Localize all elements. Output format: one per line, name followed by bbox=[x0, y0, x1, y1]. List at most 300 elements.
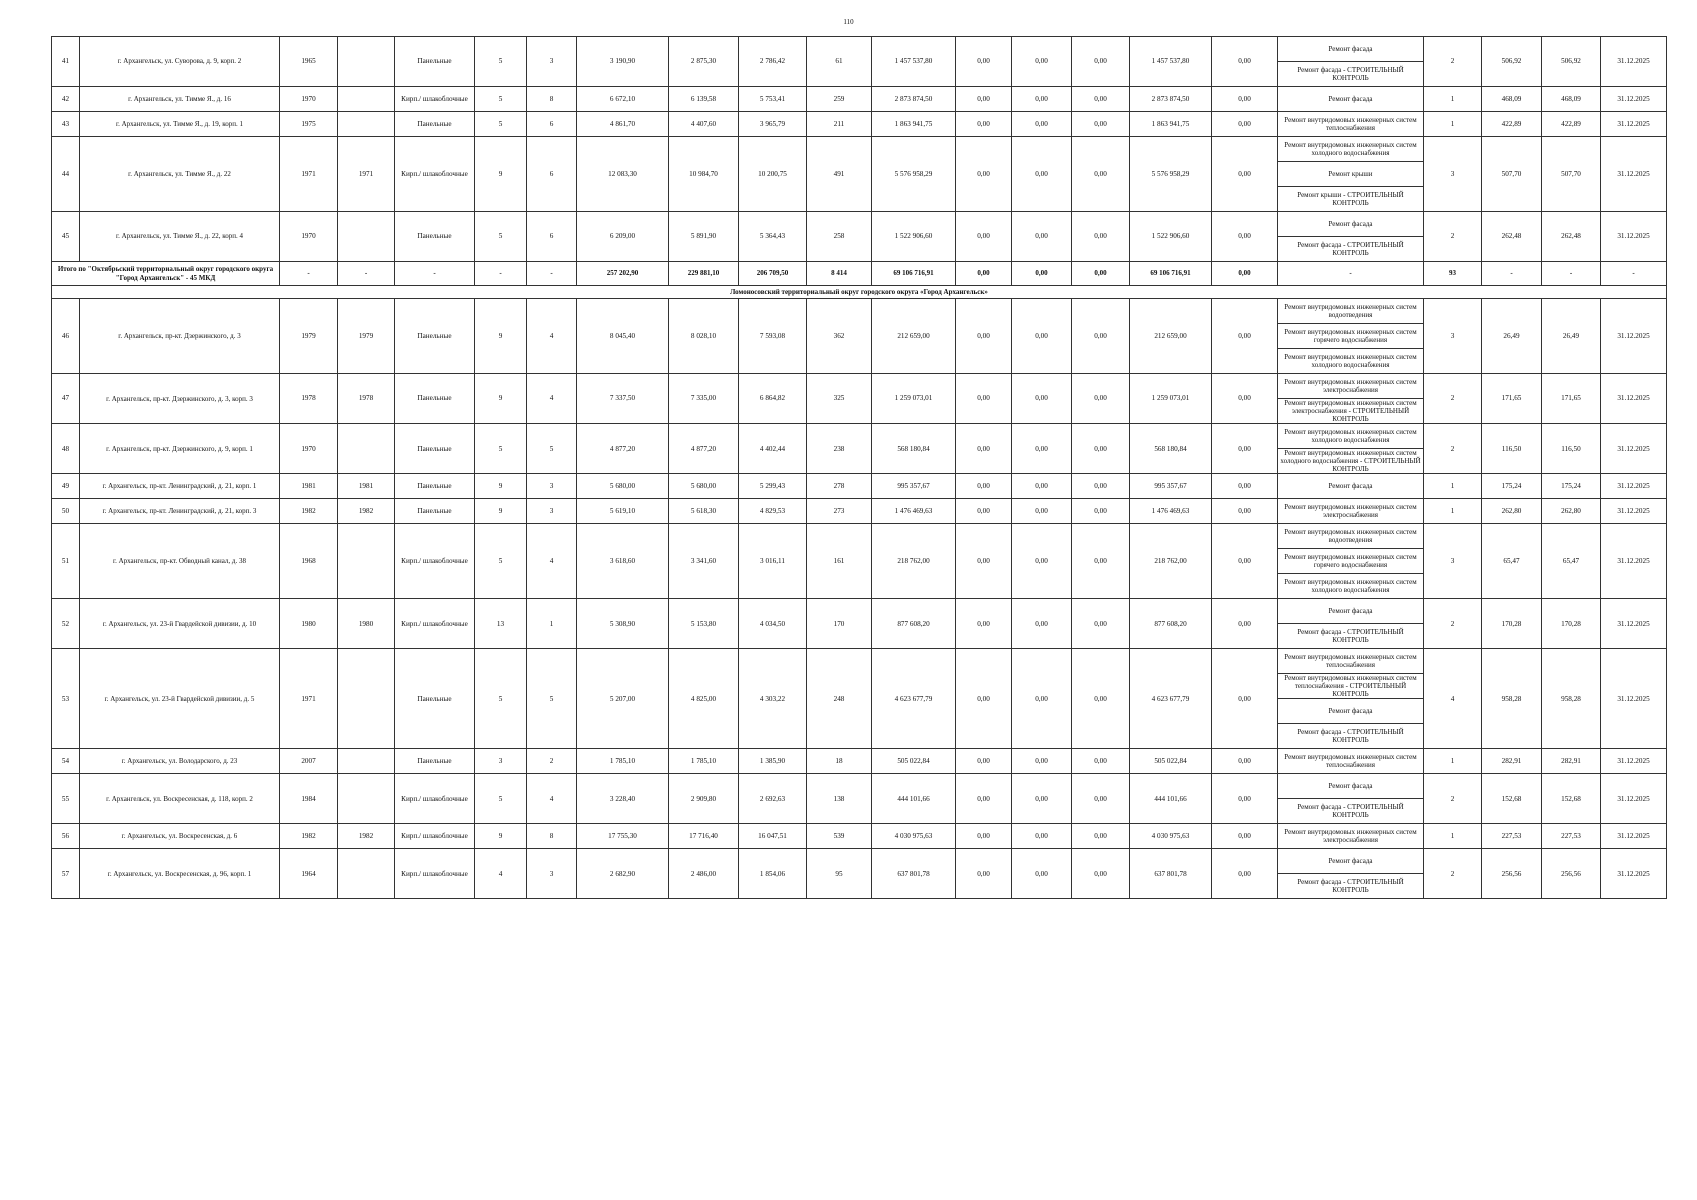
total-area-cell: 3 228,40 bbox=[577, 774, 669, 824]
residential-area-cell: 4 303,22 bbox=[739, 649, 807, 749]
entrances-cell: 3 bbox=[527, 499, 577, 524]
total-cost-cell: 568 180,84 bbox=[872, 424, 956, 474]
year-renovation-cell: 1980 bbox=[338, 599, 395, 649]
address-cell: г. Архангельск, ул. Тимме Я., д. 22 bbox=[80, 137, 280, 212]
regional-budget-cell: 0,00 bbox=[1012, 374, 1072, 424]
work-type-cell: Ремонт крыши bbox=[1278, 162, 1424, 187]
works-count-cell: 1 bbox=[1424, 112, 1482, 137]
year-built-cell: 2007 bbox=[280, 749, 338, 774]
table-row bbox=[52, 599, 1667, 624]
total-value-cell: - bbox=[527, 262, 577, 286]
work-type-cell: Ремонт фасада - СТРОИТЕЛЬНЫЙ КОНТРОЛЬ bbox=[1278, 624, 1424, 649]
work-type-cell: Ремонт крыши - СТРОИТЕЛЬНЫЙ КОНТРОЛЬ bbox=[1278, 187, 1424, 212]
max-unit-cost-cell: 171,65 bbox=[1542, 374, 1601, 424]
fund-cell: 0,00 bbox=[956, 599, 1012, 649]
address-cell: г. Архангельск, пр-кт. Обводный канал, д. 38 bbox=[80, 524, 280, 599]
residential-area-cell: 5 364,43 bbox=[739, 212, 807, 262]
fund-cell: 0,00 bbox=[956, 524, 1012, 599]
unit-cost-cell: 152,68 bbox=[1482, 774, 1542, 824]
total-row bbox=[52, 262, 1667, 286]
deadline-cell: 31.12.2025 bbox=[1601, 37, 1667, 87]
max-unit-cost-cell: 175,24 bbox=[1542, 474, 1601, 499]
fund-cell: 0,00 bbox=[956, 749, 1012, 774]
table-row bbox=[52, 112, 1667, 137]
other-funds-cell: 0,00 bbox=[1212, 137, 1278, 212]
owners-funds-cell: 4 030 975,63 bbox=[1130, 824, 1212, 849]
wall-material-cell: Кирп./ шлакоблочные bbox=[395, 824, 475, 849]
work-type-cell: Ремонт внутридомовых инженерных систем теплоснабжения bbox=[1278, 649, 1424, 674]
year-renovation-cell bbox=[338, 749, 395, 774]
other-funds-cell: 0,00 bbox=[1212, 524, 1278, 599]
owners-funds-cell: 2 873 874,50 bbox=[1130, 87, 1212, 112]
row-number-cell: 53 bbox=[52, 649, 80, 749]
unit-cost-cell: 262,48 bbox=[1482, 212, 1542, 262]
total-value-cell: - bbox=[280, 262, 338, 286]
table-row bbox=[52, 212, 1667, 237]
year-built-cell: 1979 bbox=[280, 299, 338, 374]
wall-material-cell: Панельные bbox=[395, 299, 475, 374]
floors-cell: 5 bbox=[475, 87, 527, 112]
wall-material-cell: Кирп./ шлакоблочные bbox=[395, 137, 475, 212]
entrances-cell: 4 bbox=[527, 774, 577, 824]
other-funds-cell: 0,00 bbox=[1212, 649, 1278, 749]
row-number-cell: 51 bbox=[52, 524, 80, 599]
local-budget-cell: 0,00 bbox=[1072, 824, 1130, 849]
district-title: Ломоносовский территориальный округ городского округа «Город Архангельск» bbox=[52, 286, 1667, 299]
owners-funds-cell: 637 801,78 bbox=[1130, 849, 1212, 899]
residential-area-cell: 6 864,82 bbox=[739, 374, 807, 424]
owners-funds-cell: 4 623 677,79 bbox=[1130, 649, 1212, 749]
residential-area-cell: 5 753,41 bbox=[739, 87, 807, 112]
other-funds-cell: 0,00 bbox=[1212, 499, 1278, 524]
owners-funds-cell: 1 457 537,80 bbox=[1130, 37, 1212, 87]
local-budget-cell: 0,00 bbox=[1072, 649, 1130, 749]
wall-material-cell: Кирп./ шлакоблочные bbox=[395, 774, 475, 824]
deadline-cell: 31.12.2025 bbox=[1601, 524, 1667, 599]
max-unit-cost-cell: 116,50 bbox=[1542, 424, 1601, 474]
unit-cost-cell: 227,53 bbox=[1482, 824, 1542, 849]
works-count-cell: 1 bbox=[1424, 474, 1482, 499]
year-renovation-cell bbox=[338, 649, 395, 749]
year-built-cell: 1964 bbox=[280, 849, 338, 899]
unit-cost-cell: 26,49 bbox=[1482, 299, 1542, 374]
floors-cell: 5 bbox=[475, 649, 527, 749]
deadline-cell: 31.12.2025 bbox=[1601, 212, 1667, 262]
owners-funds-cell: 1 522 906,60 bbox=[1130, 212, 1212, 262]
year-renovation-cell bbox=[338, 112, 395, 137]
max-unit-cost-cell: 256,56 bbox=[1542, 849, 1601, 899]
regional-budget-cell: 0,00 bbox=[1012, 37, 1072, 87]
works-count-cell: 3 bbox=[1424, 299, 1482, 374]
year-renovation-cell: 1982 bbox=[338, 824, 395, 849]
row-number-cell: 52 bbox=[52, 599, 80, 649]
owners-funds-cell: 877 608,20 bbox=[1130, 599, 1212, 649]
living-area-cell: 5 618,30 bbox=[669, 499, 739, 524]
deadline-cell: 31.12.2025 bbox=[1601, 112, 1667, 137]
page-number: 110 bbox=[843, 18, 854, 26]
unit-cost-cell: 116,50 bbox=[1482, 424, 1542, 474]
wall-material-cell: Панельные bbox=[395, 112, 475, 137]
total-area-cell: 2 682,90 bbox=[577, 849, 669, 899]
regional-budget-cell: 0,00 bbox=[1012, 774, 1072, 824]
work-type-cell: Ремонт внутридомовых инженерных систем горячего водоснабжения bbox=[1278, 324, 1424, 349]
residential-area-cell: 5 299,43 bbox=[739, 474, 807, 499]
living-area-cell: 17 716,40 bbox=[669, 824, 739, 849]
address-cell: г. Архангельск, пр-кт. Дзержинского, д. 3 bbox=[80, 299, 280, 374]
work-type-cell: Ремонт внутридомовых инженерных систем электроснабжения bbox=[1278, 374, 1424, 399]
deadline-cell: 31.12.2025 bbox=[1601, 474, 1667, 499]
residents-cell: 539 bbox=[807, 824, 872, 849]
owners-funds-cell: 995 357,67 bbox=[1130, 474, 1212, 499]
row-number-cell: 42 bbox=[52, 87, 80, 112]
wall-material-cell: Кирп./ шлакоблочные bbox=[395, 87, 475, 112]
works-count-cell: 4 bbox=[1424, 649, 1482, 749]
table-row bbox=[52, 424, 1667, 449]
work-type-cell: Ремонт внутридомовых инженерных систем электроснабжения - СТРОИТЕЛЬНЫЙ КОНТРОЛЬ bbox=[1278, 399, 1424, 424]
address-cell: г. Архангельск, пр-кт. Дзержинского, д. 9, корп. 1 bbox=[80, 424, 280, 474]
work-type-cell: Ремонт фасада bbox=[1278, 37, 1424, 62]
total-value-cell: 0,00 bbox=[1072, 262, 1130, 286]
address-cell: г. Архангельск, ул. Тимме Я., д. 22, корп. 4 bbox=[80, 212, 280, 262]
living-area-cell: 7 335,00 bbox=[669, 374, 739, 424]
unit-cost-cell: 65,47 bbox=[1482, 524, 1542, 599]
entrances-cell: 3 bbox=[527, 37, 577, 87]
wall-material-cell: Панельные bbox=[395, 212, 475, 262]
max-unit-cost-cell: 170,28 bbox=[1542, 599, 1601, 649]
total-area-cell: 1 785,10 bbox=[577, 749, 669, 774]
owners-funds-cell: 505 022,84 bbox=[1130, 749, 1212, 774]
works-count-cell: 3 bbox=[1424, 137, 1482, 212]
max-unit-cost-cell: 958,28 bbox=[1542, 649, 1601, 749]
year-renovation-cell: 1979 bbox=[338, 299, 395, 374]
residential-area-cell: 4 034,50 bbox=[739, 599, 807, 649]
work-type-cell: Ремонт внутридомовых инженерных систем теплоснабжения - СТРОИТЕЛЬНЫЙ КОНТРОЛЬ bbox=[1278, 674, 1424, 699]
owners-funds-cell: 444 101,66 bbox=[1130, 774, 1212, 824]
works-count-cell: 1 bbox=[1424, 749, 1482, 774]
total-value-cell: - bbox=[338, 262, 395, 286]
works-count-cell: 3 bbox=[1424, 524, 1482, 599]
row-number-cell: 48 bbox=[52, 424, 80, 474]
total-value-cell: 69 106 716,91 bbox=[1130, 262, 1212, 286]
residential-area-cell: 3 965,79 bbox=[739, 112, 807, 137]
total-area-cell: 12 083,30 bbox=[577, 137, 669, 212]
table-row bbox=[52, 524, 1667, 549]
entrances-cell: 6 bbox=[527, 212, 577, 262]
work-type-cell: Ремонт фасада - СТРОИТЕЛЬНЫЙ КОНТРОЛЬ bbox=[1278, 874, 1424, 899]
total-cost-cell: 212 659,00 bbox=[872, 299, 956, 374]
total-cost-cell: 444 101,66 bbox=[872, 774, 956, 824]
entrances-cell: 5 bbox=[527, 649, 577, 749]
wall-material-cell: Кирп./ шлакоблочные bbox=[395, 599, 475, 649]
entrances-cell: 8 bbox=[527, 87, 577, 112]
total-area-cell: 4 877,20 bbox=[577, 424, 669, 474]
district-header-row bbox=[52, 286, 1667, 299]
residents-cell: 259 bbox=[807, 87, 872, 112]
fund-cell: 0,00 bbox=[956, 374, 1012, 424]
local-budget-cell: 0,00 bbox=[1072, 474, 1130, 499]
fund-cell: 0,00 bbox=[956, 137, 1012, 212]
table-row bbox=[52, 37, 1667, 62]
address-cell: г. Архангельск, ул. Володарского, д. 23 bbox=[80, 749, 280, 774]
total-cost-cell: 637 801,78 bbox=[872, 849, 956, 899]
year-built-cell: 1980 bbox=[280, 599, 338, 649]
row-number-cell: 44 bbox=[52, 137, 80, 212]
fund-cell: 0,00 bbox=[956, 87, 1012, 112]
other-funds-cell: 0,00 bbox=[1212, 824, 1278, 849]
year-renovation-cell bbox=[338, 424, 395, 474]
row-number-cell: 47 bbox=[52, 374, 80, 424]
owners-funds-cell: 5 576 958,29 bbox=[1130, 137, 1212, 212]
works-count-cell: 2 bbox=[1424, 212, 1482, 262]
work-type-cell: Ремонт внутридомовых инженерных систем холодного водоснабжения bbox=[1278, 424, 1424, 449]
total-cost-cell: 1 863 941,75 bbox=[872, 112, 956, 137]
local-budget-cell: 0,00 bbox=[1072, 424, 1130, 474]
works-count-cell: 1 bbox=[1424, 499, 1482, 524]
total-cost-cell: 218 762,00 bbox=[872, 524, 956, 599]
row-number-cell: 56 bbox=[52, 824, 80, 849]
year-built-cell: 1971 bbox=[280, 137, 338, 212]
residents-cell: 325 bbox=[807, 374, 872, 424]
local-budget-cell: 0,00 bbox=[1072, 774, 1130, 824]
row-number-cell: 45 bbox=[52, 212, 80, 262]
residents-cell: 258 bbox=[807, 212, 872, 262]
deadline-cell: 31.12.2025 bbox=[1601, 649, 1667, 749]
regional-budget-cell: 0,00 bbox=[1012, 112, 1072, 137]
living-area-cell: 3 341,60 bbox=[669, 524, 739, 599]
local-budget-cell: 0,00 bbox=[1072, 299, 1130, 374]
year-built-cell: 1975 bbox=[280, 112, 338, 137]
total-value-cell: - bbox=[1542, 262, 1601, 286]
work-type-cell: Ремонт внутридомовых инженерных систем теплоснабжения bbox=[1278, 112, 1424, 137]
unit-cost-cell: 256,56 bbox=[1482, 849, 1542, 899]
work-type-cell: Ремонт фасада - СТРОИТЕЛЬНЫЙ КОНТРОЛЬ bbox=[1278, 724, 1424, 749]
total-value-cell: - bbox=[1482, 262, 1542, 286]
total-value-cell: 69 106 716,91 bbox=[872, 262, 956, 286]
regional-budget-cell: 0,00 bbox=[1012, 849, 1072, 899]
max-unit-cost-cell: 506,92 bbox=[1542, 37, 1601, 87]
rows-before bbox=[52, 37, 1667, 262]
unit-cost-cell: 507,70 bbox=[1482, 137, 1542, 212]
row-number-cell: 57 bbox=[52, 849, 80, 899]
max-unit-cost-cell: 152,68 bbox=[1542, 774, 1601, 824]
total-cost-cell: 877 608,20 bbox=[872, 599, 956, 649]
entrances-cell: 1 bbox=[527, 599, 577, 649]
residential-area-cell: 2 692,63 bbox=[739, 774, 807, 824]
max-unit-cost-cell: 227,53 bbox=[1542, 824, 1601, 849]
other-funds-cell: 0,00 bbox=[1212, 299, 1278, 374]
other-funds-cell: 0,00 bbox=[1212, 424, 1278, 474]
residents-cell: 95 bbox=[807, 849, 872, 899]
residents-cell: 491 bbox=[807, 137, 872, 212]
max-unit-cost-cell: 26,49 bbox=[1542, 299, 1601, 374]
max-unit-cost-cell: 468,09 bbox=[1542, 87, 1601, 112]
regional-budget-cell: 0,00 bbox=[1012, 299, 1072, 374]
living-area-cell: 5 891,90 bbox=[669, 212, 739, 262]
residents-cell: 170 bbox=[807, 599, 872, 649]
other-funds-cell: 0,00 bbox=[1212, 87, 1278, 112]
floors-cell: 13 bbox=[475, 599, 527, 649]
work-type-cell: Ремонт фасада - СТРОИТЕЛЬНЫЙ КОНТРОЛЬ bbox=[1278, 237, 1424, 262]
local-budget-cell: 0,00 bbox=[1072, 87, 1130, 112]
work-type-cell: Ремонт фасада bbox=[1278, 87, 1424, 112]
year-built-cell: 1970 bbox=[280, 424, 338, 474]
living-area-cell: 5 153,80 bbox=[669, 599, 739, 649]
address-cell: г. Архангельск, ул. 23-й Гвардейской дивизии, д. 10 bbox=[80, 599, 280, 649]
work-type-cell: Ремонт внутридомовых инженерных систем водоотведения bbox=[1278, 299, 1424, 324]
total-section bbox=[52, 262, 1667, 299]
local-budget-cell: 0,00 bbox=[1072, 499, 1130, 524]
floors-cell: 9 bbox=[475, 137, 527, 212]
residents-cell: 273 bbox=[807, 499, 872, 524]
works-count-cell: 1 bbox=[1424, 824, 1482, 849]
wall-material-cell: Панельные bbox=[395, 424, 475, 474]
total-area-cell: 3 618,60 bbox=[577, 524, 669, 599]
fund-cell: 0,00 bbox=[956, 649, 1012, 749]
regional-budget-cell: 0,00 bbox=[1012, 824, 1072, 849]
total-area-cell: 5 680,00 bbox=[577, 474, 669, 499]
living-area-cell: 6 139,58 bbox=[669, 87, 739, 112]
total-area-cell: 6 209,00 bbox=[577, 212, 669, 262]
max-unit-cost-cell: 65,47 bbox=[1542, 524, 1601, 599]
total-value-cell: - bbox=[1278, 262, 1424, 286]
residents-cell: 238 bbox=[807, 424, 872, 474]
work-type-cell: Ремонт внутридомовых инженерных систем холодного водоснабжения - СТРОИТЕЛЬНЫЙ КОНТРОЛЬ bbox=[1278, 449, 1424, 474]
fund-cell: 0,00 bbox=[956, 474, 1012, 499]
table-row bbox=[52, 774, 1667, 799]
entrances-cell: 2 bbox=[527, 749, 577, 774]
total-cost-cell: 5 576 958,29 bbox=[872, 137, 956, 212]
living-area-cell: 4 877,20 bbox=[669, 424, 739, 474]
unit-cost-cell: 282,91 bbox=[1482, 749, 1542, 774]
table-row bbox=[52, 849, 1667, 874]
address-cell: г. Архангельск, ул. Тимме Я., д. 16 bbox=[80, 87, 280, 112]
residential-area-cell: 3 016,11 bbox=[739, 524, 807, 599]
address-cell: г. Архангельск, ул. 23-й Гвардейской дивизии, д. 5 bbox=[80, 649, 280, 749]
regional-budget-cell: 0,00 bbox=[1012, 424, 1072, 474]
total-value-cell: - bbox=[395, 262, 475, 286]
residents-cell: 161 bbox=[807, 524, 872, 599]
owners-funds-cell: 1 476 469,63 bbox=[1130, 499, 1212, 524]
residents-cell: 362 bbox=[807, 299, 872, 374]
works-count-cell: 2 bbox=[1424, 374, 1482, 424]
fund-cell: 0,00 bbox=[956, 849, 1012, 899]
deadline-cell: 31.12.2025 bbox=[1601, 749, 1667, 774]
total-value-cell: 0,00 bbox=[956, 262, 1012, 286]
other-funds-cell: 0,00 bbox=[1212, 749, 1278, 774]
living-area-cell: 5 680,00 bbox=[669, 474, 739, 499]
living-area-cell: 4 407,60 bbox=[669, 112, 739, 137]
local-budget-cell: 0,00 bbox=[1072, 849, 1130, 899]
other-funds-cell: 0,00 bbox=[1212, 774, 1278, 824]
works-count-cell: 2 bbox=[1424, 599, 1482, 649]
unit-cost-cell: 958,28 bbox=[1482, 649, 1542, 749]
entrances-cell: 6 bbox=[527, 112, 577, 137]
residential-area-cell: 7 593,08 bbox=[739, 299, 807, 374]
year-renovation-cell bbox=[338, 212, 395, 262]
year-renovation-cell: 1982 bbox=[338, 499, 395, 524]
total-area-cell: 3 190,90 bbox=[577, 37, 669, 87]
unit-cost-cell: 170,28 bbox=[1482, 599, 1542, 649]
floors-cell: 5 bbox=[475, 424, 527, 474]
work-type-cell: Ремонт внутридомовых инженерных систем горячего водоснабжения bbox=[1278, 549, 1424, 574]
floors-cell: 9 bbox=[475, 499, 527, 524]
total-area-cell: 7 337,50 bbox=[577, 374, 669, 424]
residential-area-cell: 1 385,90 bbox=[739, 749, 807, 774]
regional-budget-cell: 0,00 bbox=[1012, 749, 1072, 774]
year-renovation-cell bbox=[338, 524, 395, 599]
row-number-cell: 46 bbox=[52, 299, 80, 374]
year-built-cell: 1981 bbox=[280, 474, 338, 499]
residents-cell: 138 bbox=[807, 774, 872, 824]
fund-cell: 0,00 bbox=[956, 774, 1012, 824]
table-row bbox=[52, 137, 1667, 162]
wall-material-cell: Панельные bbox=[395, 499, 475, 524]
floors-cell: 5 bbox=[475, 524, 527, 599]
regional-budget-cell: 0,00 bbox=[1012, 137, 1072, 212]
deadline-cell: 31.12.2025 bbox=[1601, 87, 1667, 112]
other-funds-cell: 0,00 bbox=[1212, 112, 1278, 137]
address-cell: г. Архангельск, пр-кт. Дзержинского, д. 3, корп. 3 bbox=[80, 374, 280, 424]
total-cost-cell: 995 357,67 bbox=[872, 474, 956, 499]
residents-cell: 61 bbox=[807, 37, 872, 87]
work-type-cell: Ремонт внутридомовых инженерных систем холодного водоснабжения bbox=[1278, 137, 1424, 162]
other-funds-cell: 0,00 bbox=[1212, 374, 1278, 424]
residents-cell: 18 bbox=[807, 749, 872, 774]
residential-area-cell: 10 200,75 bbox=[739, 137, 807, 212]
total-area-cell: 4 861,70 bbox=[577, 112, 669, 137]
year-built-cell: 1982 bbox=[280, 499, 338, 524]
unit-cost-cell: 262,80 bbox=[1482, 499, 1542, 524]
floors-cell: 5 bbox=[475, 212, 527, 262]
entrances-cell: 5 bbox=[527, 424, 577, 474]
floors-cell: 5 bbox=[475, 774, 527, 824]
year-built-cell: 1970 bbox=[280, 87, 338, 112]
fund-cell: 0,00 bbox=[956, 299, 1012, 374]
owners-funds-cell: 1 259 073,01 bbox=[1130, 374, 1212, 424]
regional-budget-cell: 0,00 bbox=[1012, 212, 1072, 262]
row-number-cell: 50 bbox=[52, 499, 80, 524]
residential-area-cell: 4 829,53 bbox=[739, 499, 807, 524]
work-type-cell: Ремонт фасада bbox=[1278, 849, 1424, 874]
other-funds-cell: 0,00 bbox=[1212, 37, 1278, 87]
year-renovation-cell bbox=[338, 774, 395, 824]
year-built-cell: 1965 bbox=[280, 37, 338, 87]
fund-cell: 0,00 bbox=[956, 499, 1012, 524]
floors-cell: 9 bbox=[475, 474, 527, 499]
row-number-cell: 41 bbox=[52, 37, 80, 87]
total-value-cell: 93 bbox=[1424, 262, 1482, 286]
living-area-cell: 2 875,30 bbox=[669, 37, 739, 87]
residents-cell: 211 bbox=[807, 112, 872, 137]
table-row bbox=[52, 87, 1667, 112]
local-budget-cell: 0,00 bbox=[1072, 524, 1130, 599]
work-type-cell: Ремонт внутридомовых инженерных систем электроснабжения bbox=[1278, 824, 1424, 849]
work-type-cell: Ремонт фасада bbox=[1278, 699, 1424, 724]
regional-budget-cell: 0,00 bbox=[1012, 524, 1072, 599]
work-type-cell: Ремонт внутридомовых инженерных систем водоотведения bbox=[1278, 524, 1424, 549]
floors-cell: 5 bbox=[475, 37, 527, 87]
regional-budget-cell: 0,00 bbox=[1012, 599, 1072, 649]
table-row bbox=[52, 824, 1667, 849]
year-built-cell: 1978 bbox=[280, 374, 338, 424]
total-value-cell: - bbox=[1601, 262, 1667, 286]
unit-cost-cell: 171,65 bbox=[1482, 374, 1542, 424]
total-cost-cell: 1 259 073,01 bbox=[872, 374, 956, 424]
local-budget-cell: 0,00 bbox=[1072, 212, 1130, 262]
table-row bbox=[52, 374, 1667, 399]
other-funds-cell: 0,00 bbox=[1212, 849, 1278, 899]
max-unit-cost-cell: 262,48 bbox=[1542, 212, 1601, 262]
